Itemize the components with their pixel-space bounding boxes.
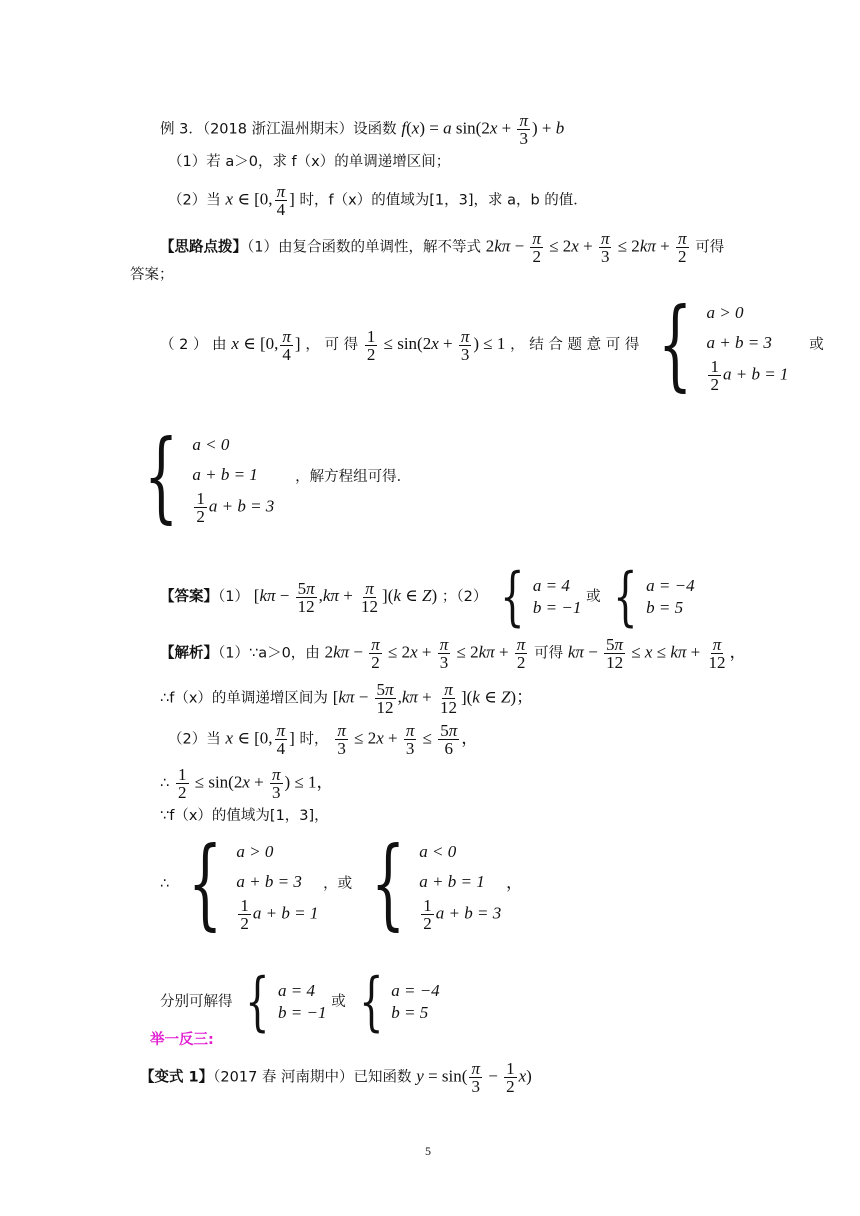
example-3-title: 例 3．（2018 浙江温州期末）设函数 f(x) = a sin(2x + $\frac{\pi}{3}$ ) + b [160, 111, 565, 148]
practice-title: 举一反三: [150, 1032, 214, 1048]
analysis-line-6: ∴ { a > 0 a + b = 3 $\frac{1}{2}$ a + b = 1 ，或 { a < 0 a + b = 1 $\frac{1}{2}$ a + b = 3 ， [160, 827, 523, 941]
hint-line-1: 【思路点拨】（1）由复合函数的单调性，解不等式 2kπ − $\frac{\pi}{2}$ ≤ 2x + $\frac{\pi}{3}$ ≤ 2kπ + $\frac{\pi}{2}$ 可得 [160, 229, 725, 266]
hint-label: 【思路点拨】 [160, 239, 247, 256]
question-1: （1）若 a＞0，求 f（x）的单调递增区间； [168, 154, 451, 170]
hint-line-2: （ 2 ） 由 x ∈ [0, $\frac{\pi}{4}$ ] ， 可 得 $\frac{1}{2}$ ≤ sin(2x + $\frac{\pi}{3}$ ) ≤ 1 ， 结 合 题 意 可 得 { a > 0 a + b = 3 $\frac{1}{2}$ a + b = 1 或 [160, 288, 824, 402]
example-label: 例 3．（2018 浙江温州期末）设函数 [160, 121, 397, 138]
variant-1: 【变式 1】（2017 春 河南期中）已知函数 y = sin( $\frac{\pi}{3}$ − $\frac{1}{2}$ x) [140, 1059, 532, 1096]
hint-line-3: { a < 0 a + b = 1 $\frac{1}{2}$ a + b = 3 ，解方程组可得． [130, 428, 411, 526]
analysis-line-1: 【解析】（1）∵a＞0，由 2kπ − $\frac{\pi}{2}$ ≤ 2x + $\frac{\pi}{3}$ ≤ 2kπ + $\frac{\pi}{2}$ 可得 kπ − $\frac{5\pi}{12}$ ≤ x ≤ kπ + $\frac{\pi}{12}$ ， [160, 635, 747, 672]
analysis-line-4: ∴ $\frac{1}{2}$ ≤ sin(2x + $\frac{\pi}{3}$ ) ≤ 1， [160, 765, 334, 802]
system-2: { a < 0 a + b = 1 $\frac{1}{2}$ a + b = 3 [144, 420, 275, 534]
answer-line: 【答案】（1） [kπ − $\frac{5\pi}{12}$ ,kπ + $\frac{\pi}{12}$ ](k ∈ Z) ；（2） { a = 4 b = −1 或 { a = −4 b = 5 [160, 560, 695, 634]
answer-label: 【答案】 [160, 589, 218, 605]
analysis-line-7: 分别可解得 { a = 4 b = −1 或 { a = −4 b = 5 [160, 965, 440, 1039]
formula-fx: f [401, 118, 407, 138]
analysis-line-5: ∵f（x）的值域为[1，3]， [160, 808, 329, 824]
system-1: { a > 0 a + b = 3 $\frac{1}{2}$ a + b = 1 [658, 288, 789, 402]
hint-line-1-cont: 答案； [130, 267, 174, 283]
analysis-line-2: ∴f（x）的单调递增区间为 [kπ − $\frac{5\pi}{12}$ ,kπ + $\frac{\pi}{12}$ ](k ∈ Z)； [160, 680, 534, 717]
question-2: （2）当 x ∈ [0, $\frac{\pi}{4}$ ] 时，f（x）的值域为[1，3]，求 a，b 的值． [168, 182, 588, 219]
analysis-line-3: （2）当 x ∈ [0, $\frac{\pi}{4}$ ] 时， $\frac{\pi}{3}$ ≤ 2x + $\frac{\pi}{3}$ ≤ $\frac{5\pi}{6}$ ， [168, 721, 479, 758]
page-number: 5 [425, 1144, 431, 1158]
variant-label: 【变式 1】 [140, 1069, 214, 1086]
analysis-label: 【解析】 [160, 645, 218, 662]
